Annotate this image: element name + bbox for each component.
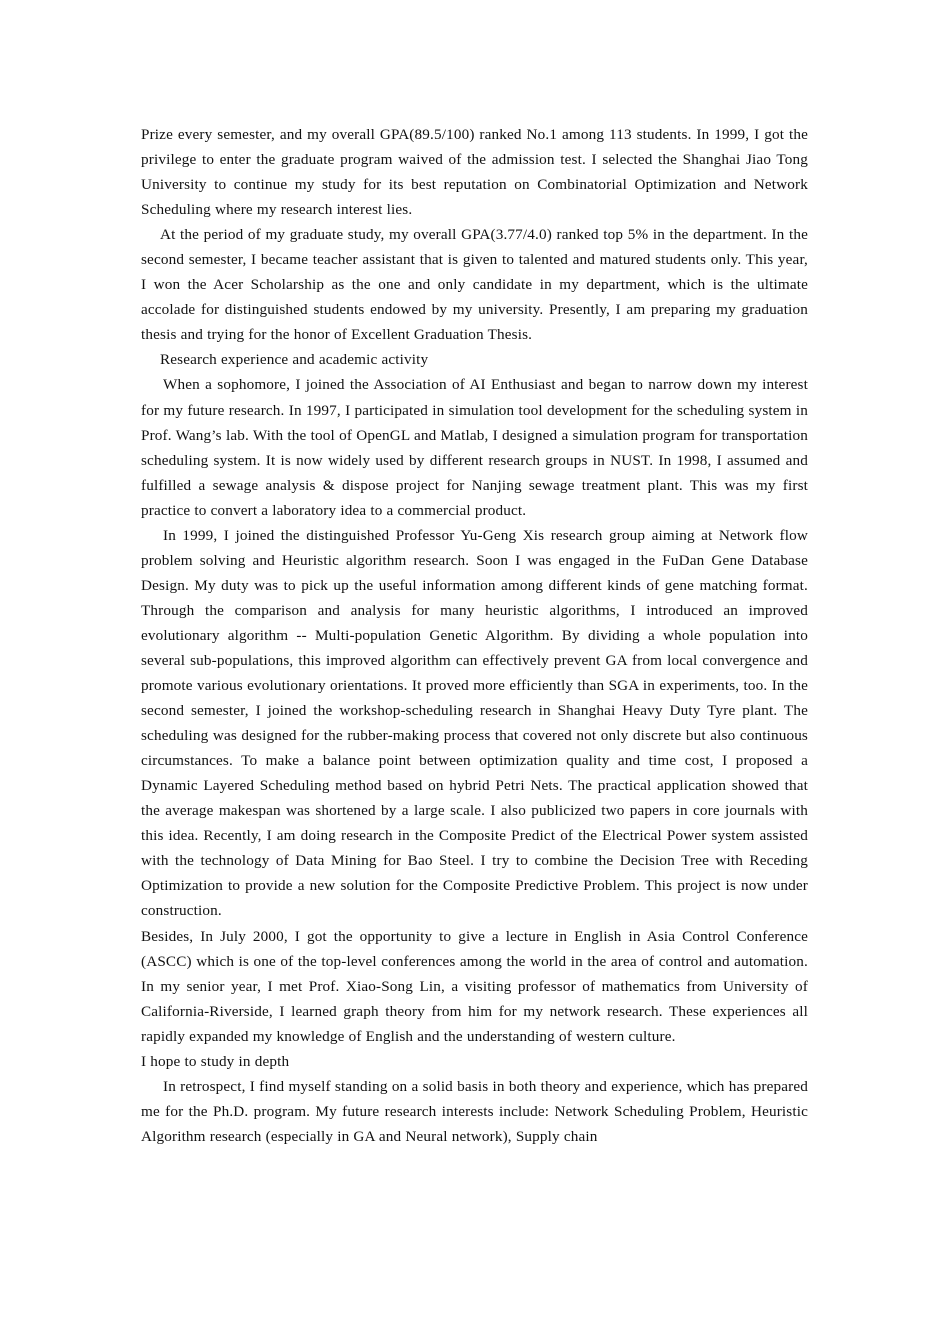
paragraph-graduate-study: At the period of my graduate study, my overall GPA(3.77/4.0) ranked top 5% in the department. In the second semester, I became teacher assistant that is given to talented and matured students only. This year, I won the Acer Scholarship as the one and only candidate in my department, which is the ultimate accolade for distinguished students endowed by my university. Presently, I am preparing my graduation thesis and trying for the honor of Excellent Graduation Thesis. bbox=[141, 226, 808, 344]
document-text-column bbox=[141, 122, 808, 1149]
paragraph-sophomore-research: When a sophomore, I joined the Association of AI Enthusiast and began to narrow down my interest for my future research. In 1997, I participated in simulation tool development for the scheduling system in Prof. Wang’s lab. With the tool of OpenGL and Matlab, I designed a simulation program for transportation scheduling system. It is now widely used by different research groups in NUST. In 1998, I assumed and fulfilled a sewage analysis & dispose project for Nanjing sewage treatment plant. This was my first practice to convert a laboratory idea to a commercial product. bbox=[141, 376, 808, 519]
heading-research-experience: Research experience and academic activity bbox=[160, 351, 429, 369]
paragraph-ascc-lecture: Besides, In July 2000, I got the opportunity to give a lecture in English in Asia Control Conference (ASCC) which is one of the top-level conferences among the world in the area of control and automation. In my senior year, I met Prof. Xiao-Song Lin, a visiting professor of mathematics from University of California-Riverside, I learned graph theory from him for my network research. These experiences all rapidly expanded my knowledge of English and the understanding of western culture. bbox=[141, 927, 808, 1045]
paragraph-1999-research-group: In 1999, I joined the distinguished Professor Yu-Geng Xis research group aiming at Network flow problem solving and Heuristic algorithm research. Soon I was engaged in the FuDan Gene Database Design. My duty was to pick up the useful information among different kinds of gene matching format. Through the comparison and analysis for many heuristic algorithms, I introduced an improved evolutionary algorithm -- Multi-population Genetic Algorithm. By dividing a whole population into several sub-populations, this improved algorithm can effectively prevent GA from local convergence and promote various evolutionary orientations. It proved more efficiently than SGA in experiments, too. In the second semester, I joined the workshop-scheduling research in Shanghai Heavy Duty Tyre plant. The scheduling was designed for the rubber-making process that covered not only discrete but also continuous circumstances. To make a balance point between optimization quality and time cost, I proposed a Dynamic Layered Scheduling method based on hybrid Petri Nets. The practical application showed that the average makespan was shortened by a large scale. I also publicized two papers in core journals with this idea. Recently, I am doing research in the Composite Predict of the Electrical Power system assisted with the technology of Data Mining for Bao Steel. I try to combine the Decision Tree with Receding Optimization to provide a new solution for the Composite Predictive Problem. This project is now under construction. bbox=[141, 526, 808, 920]
paragraph-academic-record: Prize every semester, and my overall GPA(89.5/100) ranked No.1 among 113 students. In 1999, I got the privilege to enter the graduate program waived of the admission test. I selected the Shanghai Jiao Tong University to continue my study for its best reputation on Combinatorial Optimization and Network Scheduling where my research interest lies. bbox=[141, 126, 808, 219]
paragraph-retrospect-future-interests: In retrospect, I find myself standing on a solid basis in both theory and experience, which has prepared me for the Ph.D. program. My future research interests include: Network Scheduling Problem, Heuristic Algorithm research (especially in GA and Neural network), Supply chain bbox=[141, 1077, 808, 1145]
heading-study-in-depth: I hope to study in depth bbox=[141, 1052, 290, 1070]
